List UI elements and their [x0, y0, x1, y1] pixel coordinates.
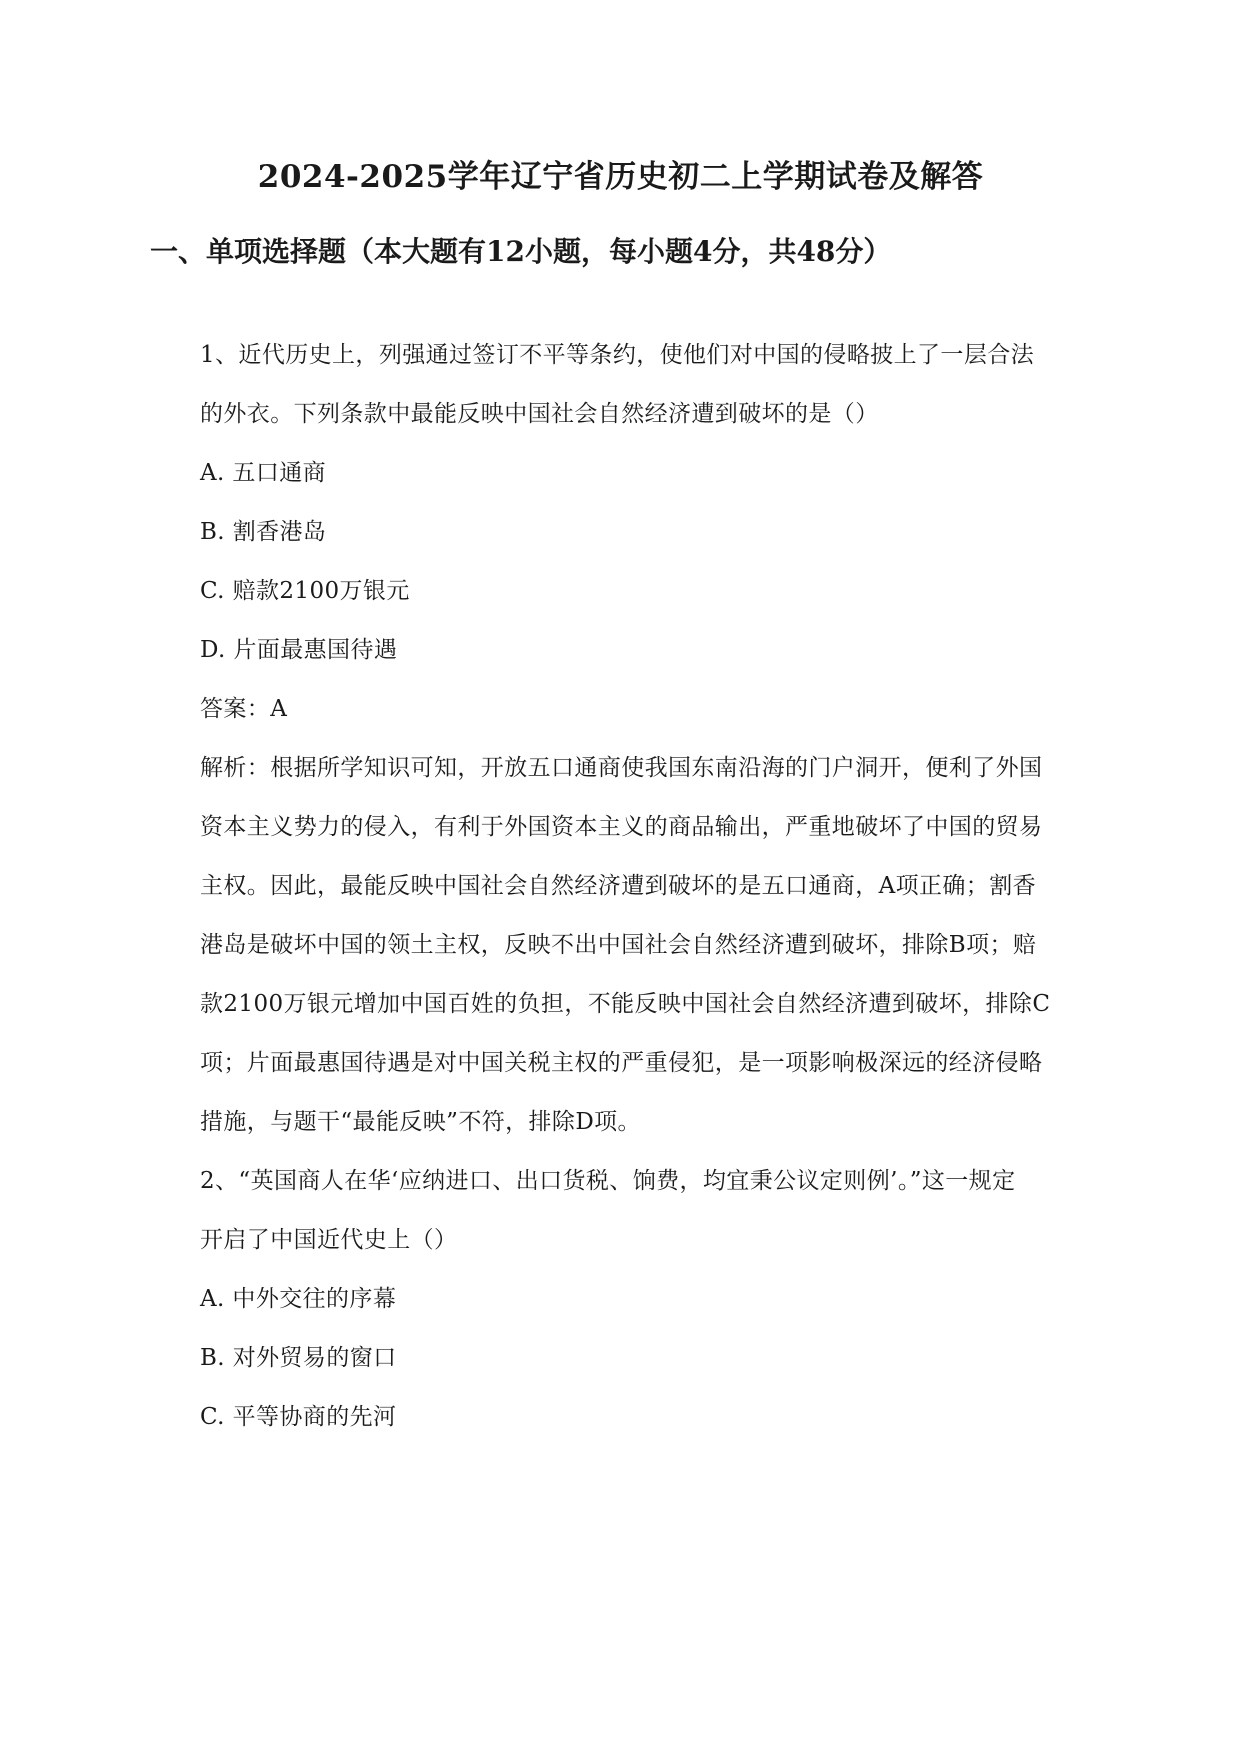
question-2-stem-line-2: 开启了中国近代史上（）	[200, 1227, 458, 1253]
question-1-option-d: D. 片面最惠国待遇	[200, 637, 398, 663]
question-1-analysis-line-7: 措施，与题干“最能反映”不符，排除D项。	[200, 1109, 641, 1135]
question-1-analysis-line-4: 港岛是破坏中国的领土主权，反映不出中国社会自然经济遭到破坏，排除B项；赔	[200, 932, 1037, 958]
question-1-analysis-line-2: 资本主义势力的侵入，有利于外国资本主义的商品输出，严重地破坏了中国的贸易	[200, 814, 1043, 840]
question-1-analysis-line-5: 款2100万银元增加中国百姓的负担，不能反映中国社会自然经济遭到破坏，排除C	[200, 991, 1051, 1017]
question-1-analysis-line-6: 项；片面最惠国待遇是对中国关税主权的严重侵犯，是一项影响极深远的经济侵略	[200, 1050, 1043, 1076]
question-1-stem-line-1: 1、近代历史上，列强通过签订不平等条约，使他们对中国的侵略披上了一层合法	[200, 342, 1035, 368]
question-1-analysis-line-3: 主权。因此，最能反映中国社会自然经济遭到破坏的是五口通商，A项正确；割香	[200, 873, 1037, 899]
question-1-answer: 答案：A	[200, 696, 288, 722]
question-2-stem-line-1: 2、“英国商人在华‘应纳进口、出口货税、饷费，均宜秉公议定则例’。”这一规定	[200, 1168, 1016, 1194]
question-1-option-c: C. 赔款2100万银元	[200, 578, 410, 604]
question-1-analysis-line-1: 解析：根据所学知识可知，开放五口通商使我国东南沿海的门户洞开，便利了外国	[200, 755, 1043, 781]
question-1-option-a: A. 五口通商	[200, 460, 327, 486]
question-2-option-c: C. 平等协商的先河	[200, 1404, 397, 1430]
question-1-option-b: B. 割香港岛	[200, 519, 327, 545]
question-2-option-b: B. 对外贸易的窗口	[200, 1345, 397, 1371]
question-1-stem-line-2: 的外衣。下列条款中最能反映中国社会自然经济遭到破坏的是（）	[200, 401, 879, 427]
document-title: 2024-2025学年辽宁省历史初二上学期试卷及解答	[257, 159, 984, 195]
question-2-option-a: A. 中外交往的序幕	[200, 1286, 397, 1312]
section-heading: 一、单项选择题（本大题有12小题，每小题4分，共48分）	[150, 235, 892, 268]
